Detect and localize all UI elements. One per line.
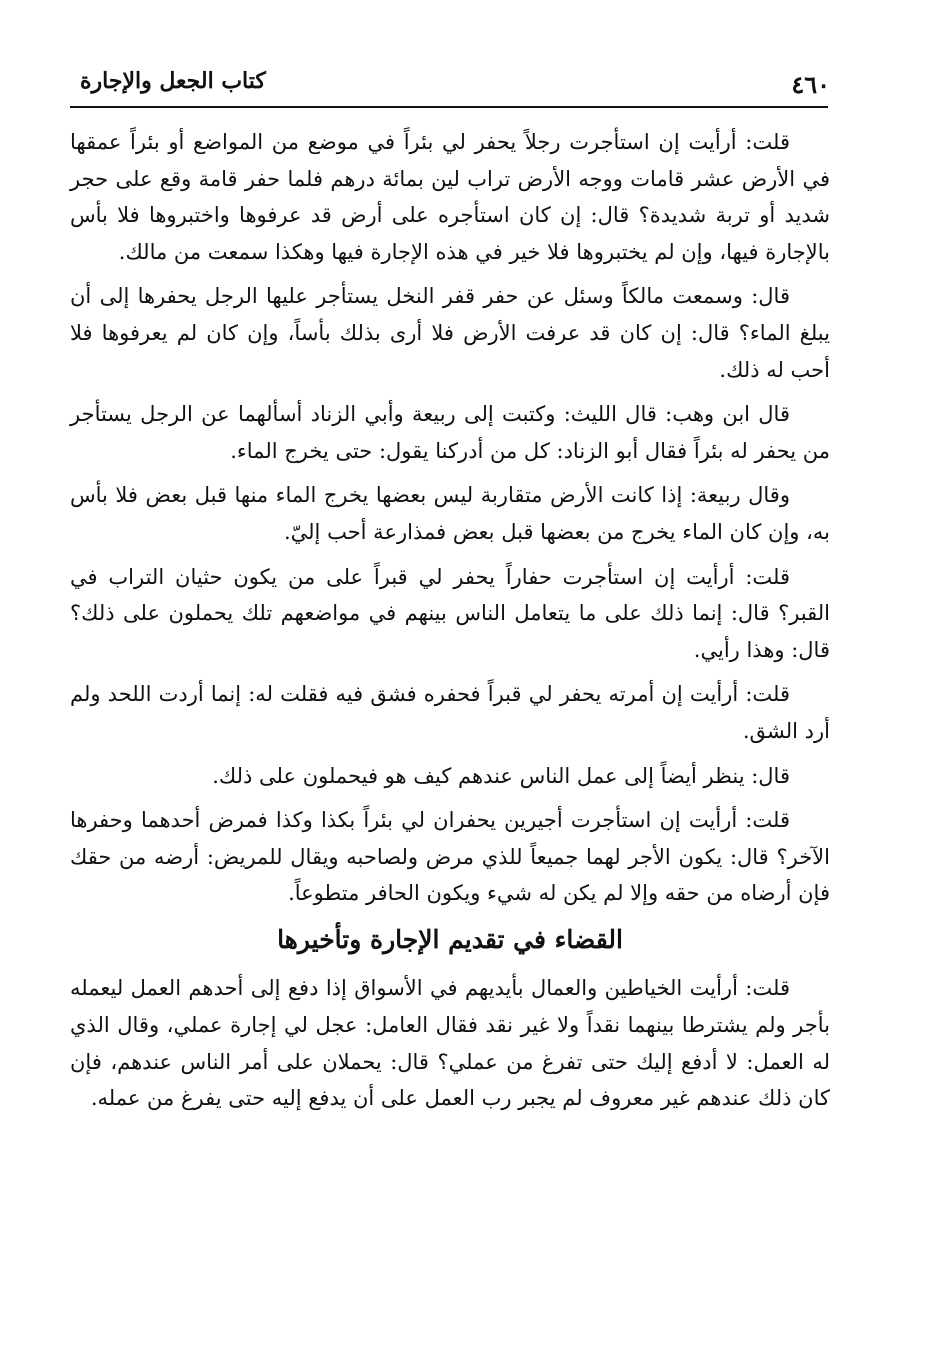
paragraph: وقال ربيعة: إذا كانت الأرض متقاربة ليس بعضها يخرج الماء منها قبل بعض فلا بأس به، وإن كان الماء يخرج من بعضها قبل بعض فمذارعة أحب إليّ. [70, 483, 830, 544]
running-title: كتاب الجعل والإجارة [80, 68, 266, 94]
page-number: ٤٦٠ [791, 70, 830, 99]
paragraph: قلت: أرأيت إن استأجرت رجلاً يحفر لي بئراً في موضع من المواضع أو بئراً عمقها في الأرض عشر قامات ووجه الأرض تراب لين بمائة درهم فلما حفر قامة وقع على حجر شديد أو تربة شديدة؟ قال: إن كان استأجره على أرض قد عرفوها واختبروها فلا بأس بالإجارة فيها، وإن لم يختبروها فلا خير في هذه الإجارة فيها وهكذا سمعت من مالك. [70, 130, 830, 264]
paragraph: قلت: أرأيت إن استأجرت حفاراً يحفر لي قبراً على من يكون حثيان التراب في القبر؟ قال: إنما ذلك على ما يتعامل الناس بينهم في مواضعهم تلك يحملون على ذلك؟ قال: وهذا رأيي. [70, 564, 830, 662]
paragraph: قال: وسمعت مالكاً وسئل عن حفر قفر النخل يستأجر عليها الرجل يحفرها إلى أن يبلغ الماء؟ قال: إن كان قد عرفت الأرض فلا أرى بذلك بأساً، وإن كان لم يعرفوها فلا أحب له ذلك. [70, 284, 830, 382]
section-paragraph: قلت: أرأيت الخياطين والعمال بأيديهم في الأسواق إذا دفع إلى أحدهم العمل ليعمله بأجر ولم يشترطا بينهما نقداً ولا غير نقد فقال العامل: عجل لي إجارة عملي، وقال الذي له العمل: لا أدفع إليك حتى تفرغ من عملي؟ قال: يحملان على أمر الناس عندهم، فإن كان ذلك عندهم غير معروف لم يجبر رب العمل على أن يدفع إليه حتى يفرغ من عمله. [70, 976, 830, 1111]
paragraph: قال: ينظر أيضاً إلى عمل الناس عندهم كيف هو فيحملون على ذلك. [212, 763, 790, 788]
section-heading: القضاء في تقديم الإجارة وتأخيرها [277, 924, 623, 954]
header-divider [70, 106, 828, 108]
page-body [70, 124, 830, 1125]
paragraph: قلت: أرأيت إن أمرته يحفر لي قبراً فحفره فشق فيه فقلت له: إنما أردت اللحد ولم أرد الشق. [70, 682, 830, 743]
paragraph: قلت: أرأيت إن استأجرت أجيرين يحفران لي بئراً بكذا وكذا فمرض أحدهما وحفرها الآخر؟ قال: يكون الأجر لهما جميعاً للذي مرض ولصاحبه ويقال للمريض: أرضه من حقك فإن أرضاه من حقه وإلا لم يكن له شيء ويكون الحافر متطوعاً. [70, 808, 830, 906]
paragraph: قال ابن وهب: قال الليث: وكتبت إلى ربيعة وأبي الزناد أسألهما عن الرجل يستأجر من يحفر له بئراً فقال أبو الزناد: كل من أدركنا يقول: حتى يخرج الماء. [70, 402, 830, 463]
page-header [70, 62, 830, 102]
